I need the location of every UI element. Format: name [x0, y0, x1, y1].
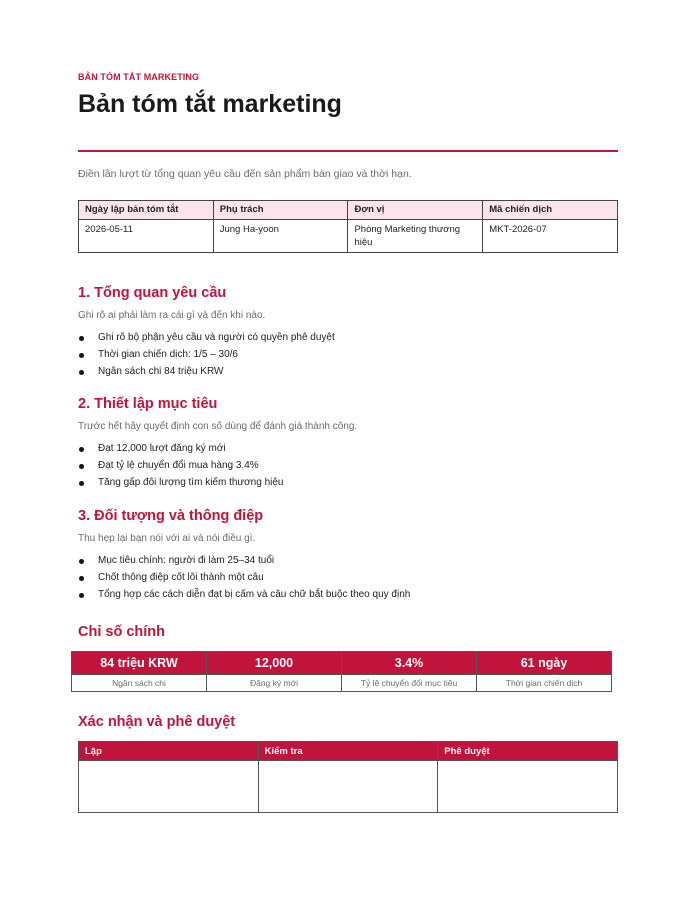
section-heading: 2. Thiết lập mục tiêu — [78, 396, 218, 412]
meta-header-campaign-code: Mã chiến dịch — [483, 201, 618, 220]
section-lead: Thu hẹp lại bạn nói với ai và nói điều gì. — [78, 533, 256, 544]
kpi-label-signups: Đăng ký mới — [207, 675, 342, 692]
section-heading: 3. Đối tượng và thông điệp — [78, 508, 264, 524]
kpi-value-row — [72, 652, 612, 675]
kpi-value-budget: 84 triệu KRW — [72, 652, 207, 675]
meta-value-date: 2026-05-11 — [79, 220, 214, 253]
bullet-list — [78, 442, 618, 493]
kpi-heading: Chỉ số chính — [78, 624, 165, 640]
kpi-label-budget: Ngân sách chi — [72, 675, 207, 692]
section-goal-setting — [78, 396, 618, 493]
kpi-table — [71, 651, 612, 692]
list-item: Đạt tỷ lệ chuyển đổi mua hàng 3.4% — [98, 459, 618, 476]
list-item: Tăng gấp đôi lượng tìm kiếm thương hiệu — [98, 476, 618, 493]
kpi-label-duration: Thời gian chiến dịch — [477, 675, 612, 692]
section-audience-message — [78, 508, 618, 605]
approval-header-row — [79, 742, 618, 761]
document-eyebrow: BẢN TÓM TẮT MARKETING — [78, 72, 200, 82]
list-item: Chốt thông điệp cốt lõi thành một câu — [98, 571, 618, 588]
bullet-list — [78, 554, 618, 605]
meta-header-row — [79, 201, 618, 220]
list-item: Đạt 12,000 lượt đăng ký mới — [98, 442, 618, 459]
brief-meta-table — [78, 200, 618, 253]
list-item: Tổng hợp các cách diễn đạt bị cấm và câu chữ bắt buộc theo quy định — [98, 588, 618, 605]
approval-table — [78, 741, 618, 813]
document-intro: Điền lần lượt từ tổng quan yêu cầu đến sản phẩm bàn giao và thời hạn. — [78, 168, 412, 180]
approval-header-prepared: Lập — [79, 742, 259, 761]
section-lead: Trước hết hãy quyết định con số dùng để đánh giá thành công. — [78, 421, 358, 432]
meta-value-row — [79, 220, 618, 253]
kpi-value-duration: 61 ngày — [477, 652, 612, 675]
approval-heading: Xác nhận và phê duyệt — [78, 714, 236, 730]
meta-header-unit: Đơn vị — [348, 201, 483, 220]
list-item: Thời gian chiến dịch: 1/5 – 30/6 — [98, 348, 618, 365]
signature-box-reviewed[interactable] — [258, 761, 438, 813]
kpi-value-conversion: 3.4% — [342, 652, 477, 675]
meta-value-owner: Jung Ha-yoon — [213, 220, 348, 253]
list-item: Ngân sách chi 84 triệu KRW — [98, 365, 618, 382]
document-title: Bản tóm tắt marketing — [78, 90, 342, 118]
approval-header-approved: Phê duyệt — [438, 742, 618, 761]
kpi-label-conversion: Tỷ lệ chuyển đổi mục tiêu — [342, 675, 477, 692]
approval-header-reviewed: Kiểm tra — [258, 742, 438, 761]
section-request-overview — [78, 285, 618, 382]
list-item: Mục tiêu chính: người đi làm 25–34 tuổi — [98, 554, 618, 571]
section-heading: 1. Tổng quan yêu cầu — [78, 285, 227, 301]
title-divider — [78, 150, 618, 152]
bullet-list — [78, 331, 618, 382]
signature-box-prepared[interactable] — [79, 761, 259, 813]
meta-value-campaign-code: MKT-2026-07 — [483, 220, 618, 253]
meta-value-unit: Phòng Marketing thương hiệu — [348, 220, 483, 253]
approval-signature-row — [79, 761, 618, 813]
meta-header-date: Ngày lập bản tóm tắt — [79, 201, 214, 220]
signature-box-approved[interactable] — [438, 761, 618, 813]
list-item: Ghi rõ bộ phận yêu cầu và người có quyền phê duyệt — [98, 331, 618, 348]
meta-header-owner: Phụ trách — [213, 201, 348, 220]
section-lead: Ghi rõ ai phải làm ra cái gì và đến khi nào. — [78, 310, 266, 321]
kpi-value-signups: 12,000 — [207, 652, 342, 675]
kpi-label-row — [72, 675, 612, 692]
